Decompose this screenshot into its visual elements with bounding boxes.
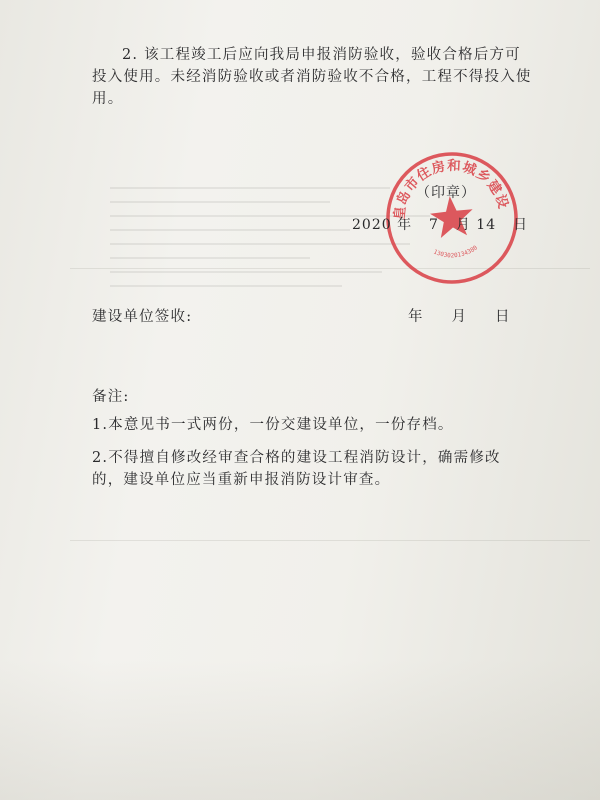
svg-text:1303020134380 xyxy=(432,244,480,262)
note-item: 2.不得擅自修改经审查合格的建设工程消防设计，确需修改的，建设单位应当重新申报消防设计审查。 xyxy=(92,450,501,488)
clause-2 xyxy=(92,44,532,110)
signature-day-unit: 日 xyxy=(495,309,511,325)
issue-date-day-unit: 日 xyxy=(513,217,529,233)
clause-2-number: 2. xyxy=(122,47,139,63)
signature-row xyxy=(92,305,512,326)
signature-year-unit: 年 xyxy=(408,309,424,325)
signature-month-unit: 月 xyxy=(451,309,468,325)
issue-date-year-unit: 年 xyxy=(397,217,413,233)
issue-date-month-unit: 月 xyxy=(455,217,471,233)
seal-label: （印章） xyxy=(416,185,476,201)
signature-date xyxy=(408,305,533,326)
notes-title: 备注: xyxy=(92,389,130,405)
issue-date-year: 2020 xyxy=(352,217,392,233)
signature-label: 建设单位签收: xyxy=(92,309,193,325)
clause-2-text: 该工程竣工后应向我局申报消防验收，验收合格后方可投入使用。未经消防验收或者消防验收不合格，工程不得投入使用。 xyxy=(92,47,532,107)
issue-date-month: 7 xyxy=(429,217,439,233)
issue-date-day: 14 xyxy=(476,217,497,233)
paper-fold-line xyxy=(70,540,590,541)
issue-date xyxy=(352,214,528,234)
seal-org-name: 秦皇岛市住房和城乡建设局 xyxy=(375,143,512,221)
note-item: 1.本意见书一式两份，一份交建设单位，一份存档。 xyxy=(92,417,454,433)
seal-code: 1303020134380 xyxy=(432,244,479,260)
